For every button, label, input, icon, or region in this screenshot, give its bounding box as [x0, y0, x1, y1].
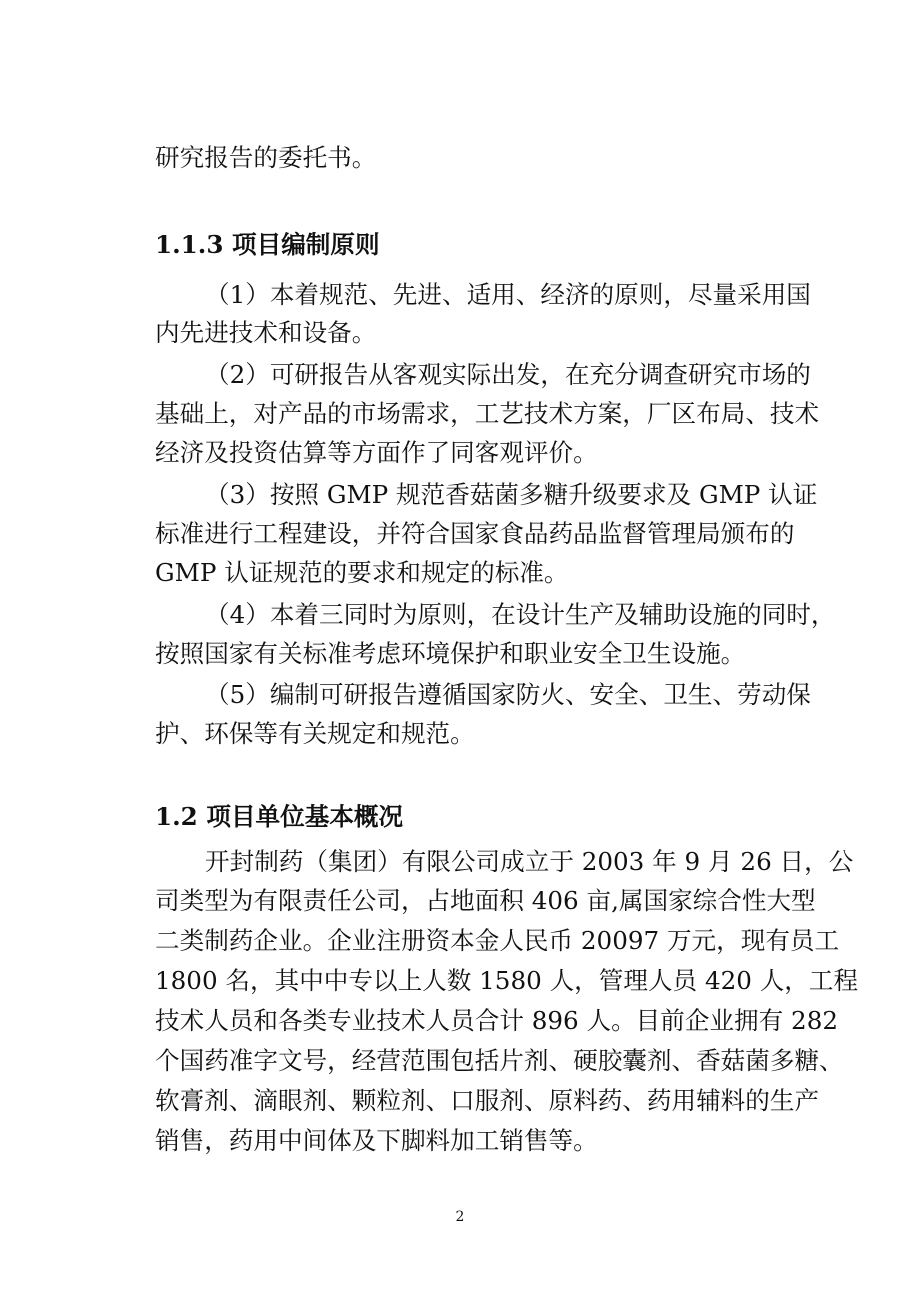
paragraph-line: 技术人员和各类专业技术人员合计 896 人。目前企业拥有 282: [155, 1006, 838, 1035]
paragraph-line: 销售，药用中间体及下脚料加工销售等。: [155, 1126, 598, 1155]
paragraph-line: 司类型为有限责任公司，占地面积 406 亩,属国家综合性大型: [155, 886, 816, 915]
section-heading-1-1-3: 1.1.3 项目编制原则: [155, 230, 380, 259]
paragraph-line: （5）编制可研报告遵循国家防火、安全、卫生、劳动保: [205, 680, 811, 709]
paragraph-line: 个国药准字文号，经营范围包括片剂、硬胶囊剂、香菇菌多糖、: [155, 1046, 844, 1075]
paragraph-line: 二类制药企业。企业注册资本金人民币 20097 万元，现有员工: [155, 926, 840, 955]
page-number: 2: [455, 1209, 465, 1225]
paragraph-line: 标准进行工程建设，并符合国家食品药品监督管理局颁布的: [155, 519, 795, 548]
paragraph-line: （2）可研报告从客观实际出发，在充分调查研究市场的: [205, 360, 811, 389]
paragraph-line: （3）按照 GMP 规范香菇菌多糖升级要求及 GMP 认证: [205, 480, 818, 509]
paragraph-line: 内先进技术和设备。: [155, 318, 377, 347]
paragraph-line: GMP 认证规范的要求和规定的标准。: [155, 558, 569, 587]
paragraph-line: （4）本着三同时为原则，在设计生产及辅助设施的同时，: [205, 600, 836, 629]
paragraph-line: （1）本着规范、先进、适用、经济的原则，尽量采用国: [205, 280, 811, 309]
paragraph-line: 研究报告的委托书。: [155, 143, 377, 172]
paragraph-line: 护、环保等有关规定和规范。: [155, 719, 475, 748]
paragraph-line: 软膏剂、滴眼剂、颗粒剂、口服剂、原料药、药用辅料的生产: [155, 1086, 820, 1115]
paragraph-line: 基础上，对产品的市场需求，工艺技术方案，厂区布局、技术: [155, 399, 820, 428]
paragraph-line: 开封制药（集团）有限公司成立于 2003 年 9 月 26 日，公: [205, 847, 854, 876]
paragraph-line: 1800 名，其中中专以上人数 1580 人，管理人员 420 人，工程: [155, 966, 859, 995]
section-heading-1-2: 1.2 项目单位基本概况: [155, 802, 404, 831]
paragraph-line: 按照国家有关标准考虑环境保护和职业安全卫生设施。: [155, 639, 746, 668]
paragraph-line: 经济及投资估算等方面作了同客观评价。: [155, 438, 598, 467]
